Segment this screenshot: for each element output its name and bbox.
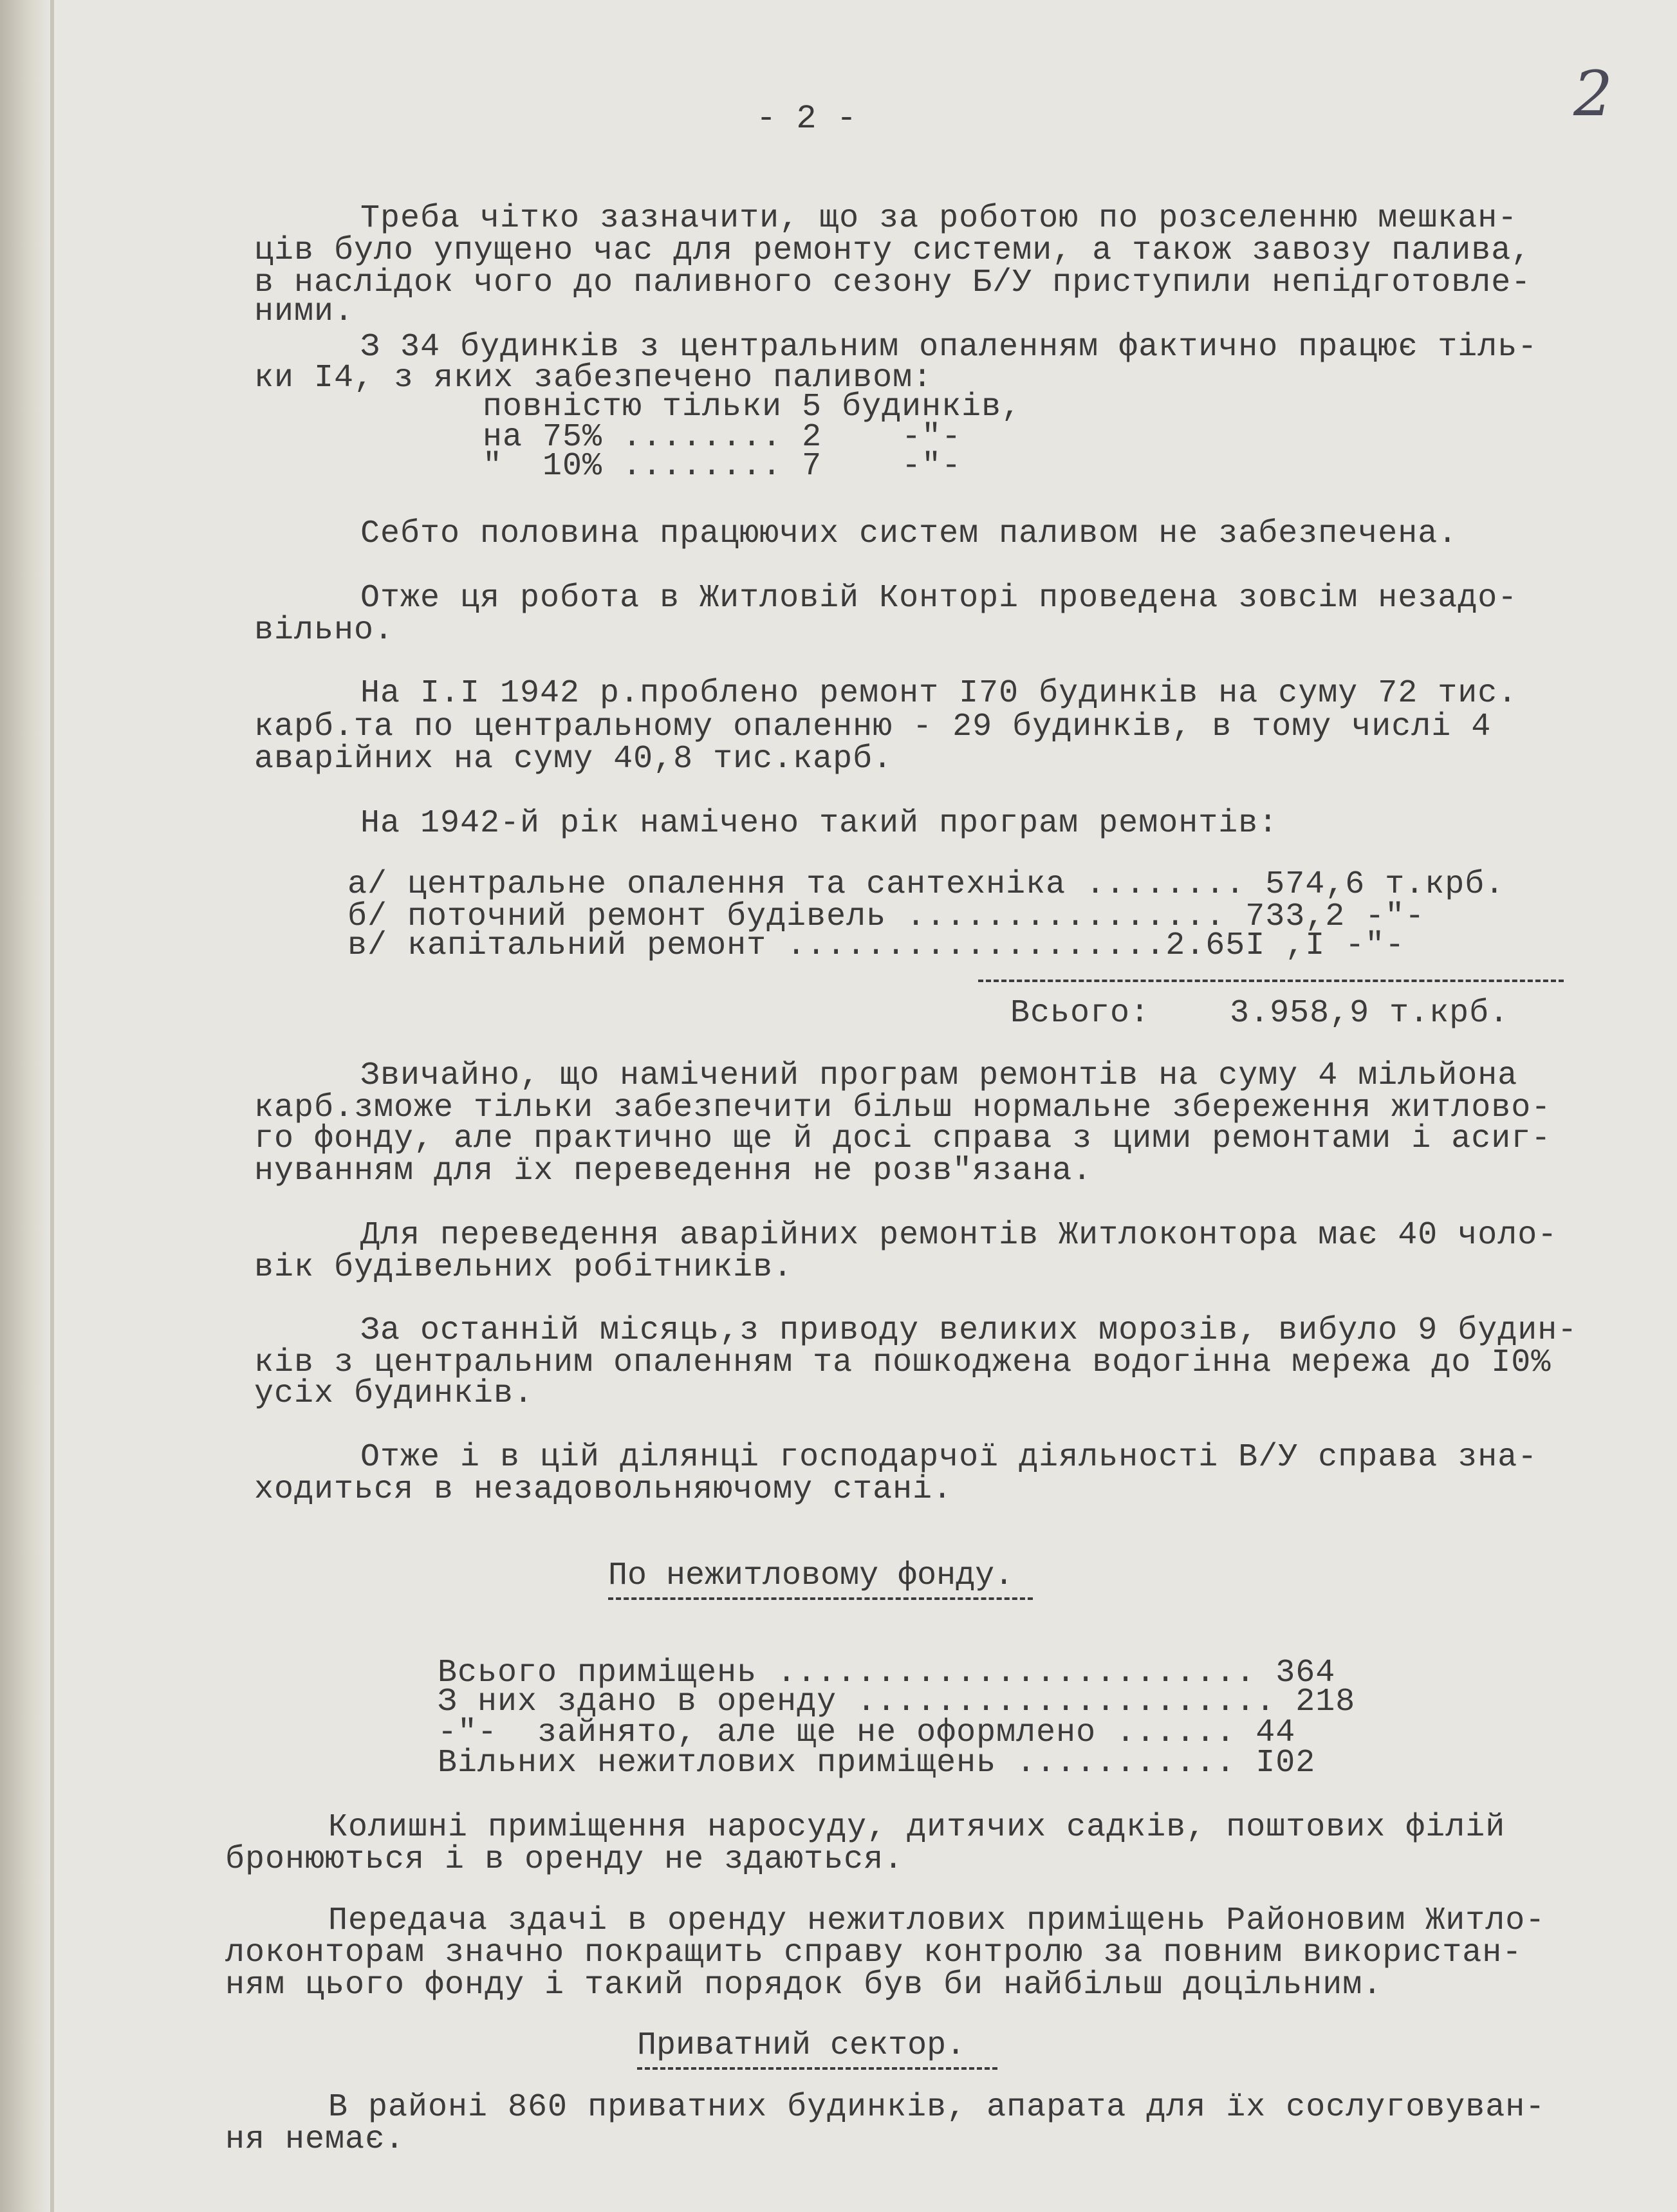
text-line: б/ поточний ремонт будівель ................ 733,2 -"-: [347, 898, 1425, 935]
text-line: З них здано в оренду ..................... 218: [438, 1684, 1356, 1720]
text-line: го фонду, але практично ще й досі справа з цими ремонтами і асиг-: [254, 1120, 1552, 1157]
text-line: Звичайно, що намічений програм ремонтів на суму 4 мільйона: [360, 1057, 1518, 1094]
text-line: в наслідок чого до паливного сезону Б/У приступили непідготовле-: [254, 265, 1532, 301]
text-line: усіх будинків.: [254, 1375, 534, 1412]
text-line: карб.та по центральному опаленню - 29 будинків, в тому числі 4: [254, 709, 1492, 745]
text-line: ням цього фонду і такий порядок був би найбільш доцільним.: [225, 1967, 1383, 2003]
text-line: локонторам значно покращить справу контролю за повним використан-: [225, 1935, 1523, 1971]
text-line: Вільних нежитлових приміщень ........... І02: [438, 1745, 1316, 1781]
text-line: вік будівельних робітників.: [254, 1249, 793, 1286]
text-line: Всього приміщень ........................ 364: [438, 1655, 1336, 1691]
text-line: в/ капітальний ремонт ...................2.65І ,І -"-: [347, 927, 1405, 964]
heading-underline: [637, 2067, 997, 2070]
text-line: Отже ця робота в Житловій Конторі проведена зовсім незадо-: [360, 580, 1518, 617]
text-line: -"- зайнято, але ще не оформлено ...... 44: [438, 1715, 1296, 1751]
text-line: Передача здачі в оренду нежитлових приміщень Районовим Житло-: [328, 1902, 1546, 1939]
text-line: За останній місяць,з приводу великих морозів, вибуло 9 будин-: [360, 1312, 1578, 1349]
text-line: ними.: [254, 293, 355, 330]
section-heading: Приватний сектор.: [637, 2027, 966, 2064]
page-fold: [50, 0, 54, 2212]
text-line: ців було упущено час для ремонту системи, а також завозу палива,: [254, 232, 1532, 269]
text-line: Треба чітко зазначити, що за роботою по розселенню мешкан-: [360, 200, 1518, 237]
text-line: аварійних на суму 40,8 тис.карб.: [254, 741, 893, 777]
handwritten-page-number: 2: [1573, 58, 1613, 130]
text-line: а/ центральне опалення та сантехніка ........ 574,6 т.крб.: [347, 866, 1505, 903]
text-line: Себто половина працюючих систем паливом не забезпечена.: [360, 516, 1458, 552]
text-line: нуванням для їх переведення не розв"язана.: [254, 1153, 1093, 1189]
text-line: на 75% ........ 2 -"-: [483, 419, 962, 456]
text-line: Всього: 3.958,9 т.крб.: [1010, 995, 1510, 1032]
text-line: Колишні приміщення наросуду, дитячих садків, поштових філій: [328, 1809, 1506, 1846]
text-line: ки І4, з яких забезпечено паливом:: [254, 360, 933, 396]
text-line: В районі 860 приватних будинків, апарата для їх сослуговуван-: [328, 2089, 1546, 2126]
text-line: " 10% ........ 7 -"-: [483, 448, 962, 485]
text-line: повністю тільки 5 будинків,: [483, 389, 1022, 425]
text-line: Для переведення аварійних ремонтів Житлоконтора має 40 чоло-: [360, 1217, 1558, 1254]
total-rule: [978, 980, 1564, 982]
text-line: бронюються і в оренду не здаються.: [225, 1841, 904, 1878]
heading-underline: [608, 1597, 1033, 1600]
text-line: ня немає.: [225, 2121, 405, 2158]
text-line: Отже і в цій ділянці господарчої діяльності В/У справа зна-: [360, 1439, 1538, 1476]
text-line: вільно.: [254, 612, 394, 649]
binding-edge: [0, 0, 50, 2212]
text-line: На І.І 1942 р.проблено ремонт І70 будинків на суму 72 тис.: [360, 675, 1518, 712]
section-heading: По нежитловому фонду.: [608, 1557, 1014, 1594]
page-number: - 2 -: [756, 100, 857, 138]
text-line: ків з центральним опаленням та пошкоджена водогінна мережа до І0%: [254, 1344, 1552, 1381]
text-line: На 1942-й рік намічено такий програм ремонтів:: [360, 805, 1279, 842]
text-line: ходиться в незадовольняючому стані.: [254, 1471, 953, 1508]
text-line: карб.зможе тільки забезпечити більш нормальне збереження житлово-: [254, 1090, 1552, 1126]
text-line: З 34 будинків з центральним опаленням фактично працює тіль-: [360, 329, 1538, 366]
